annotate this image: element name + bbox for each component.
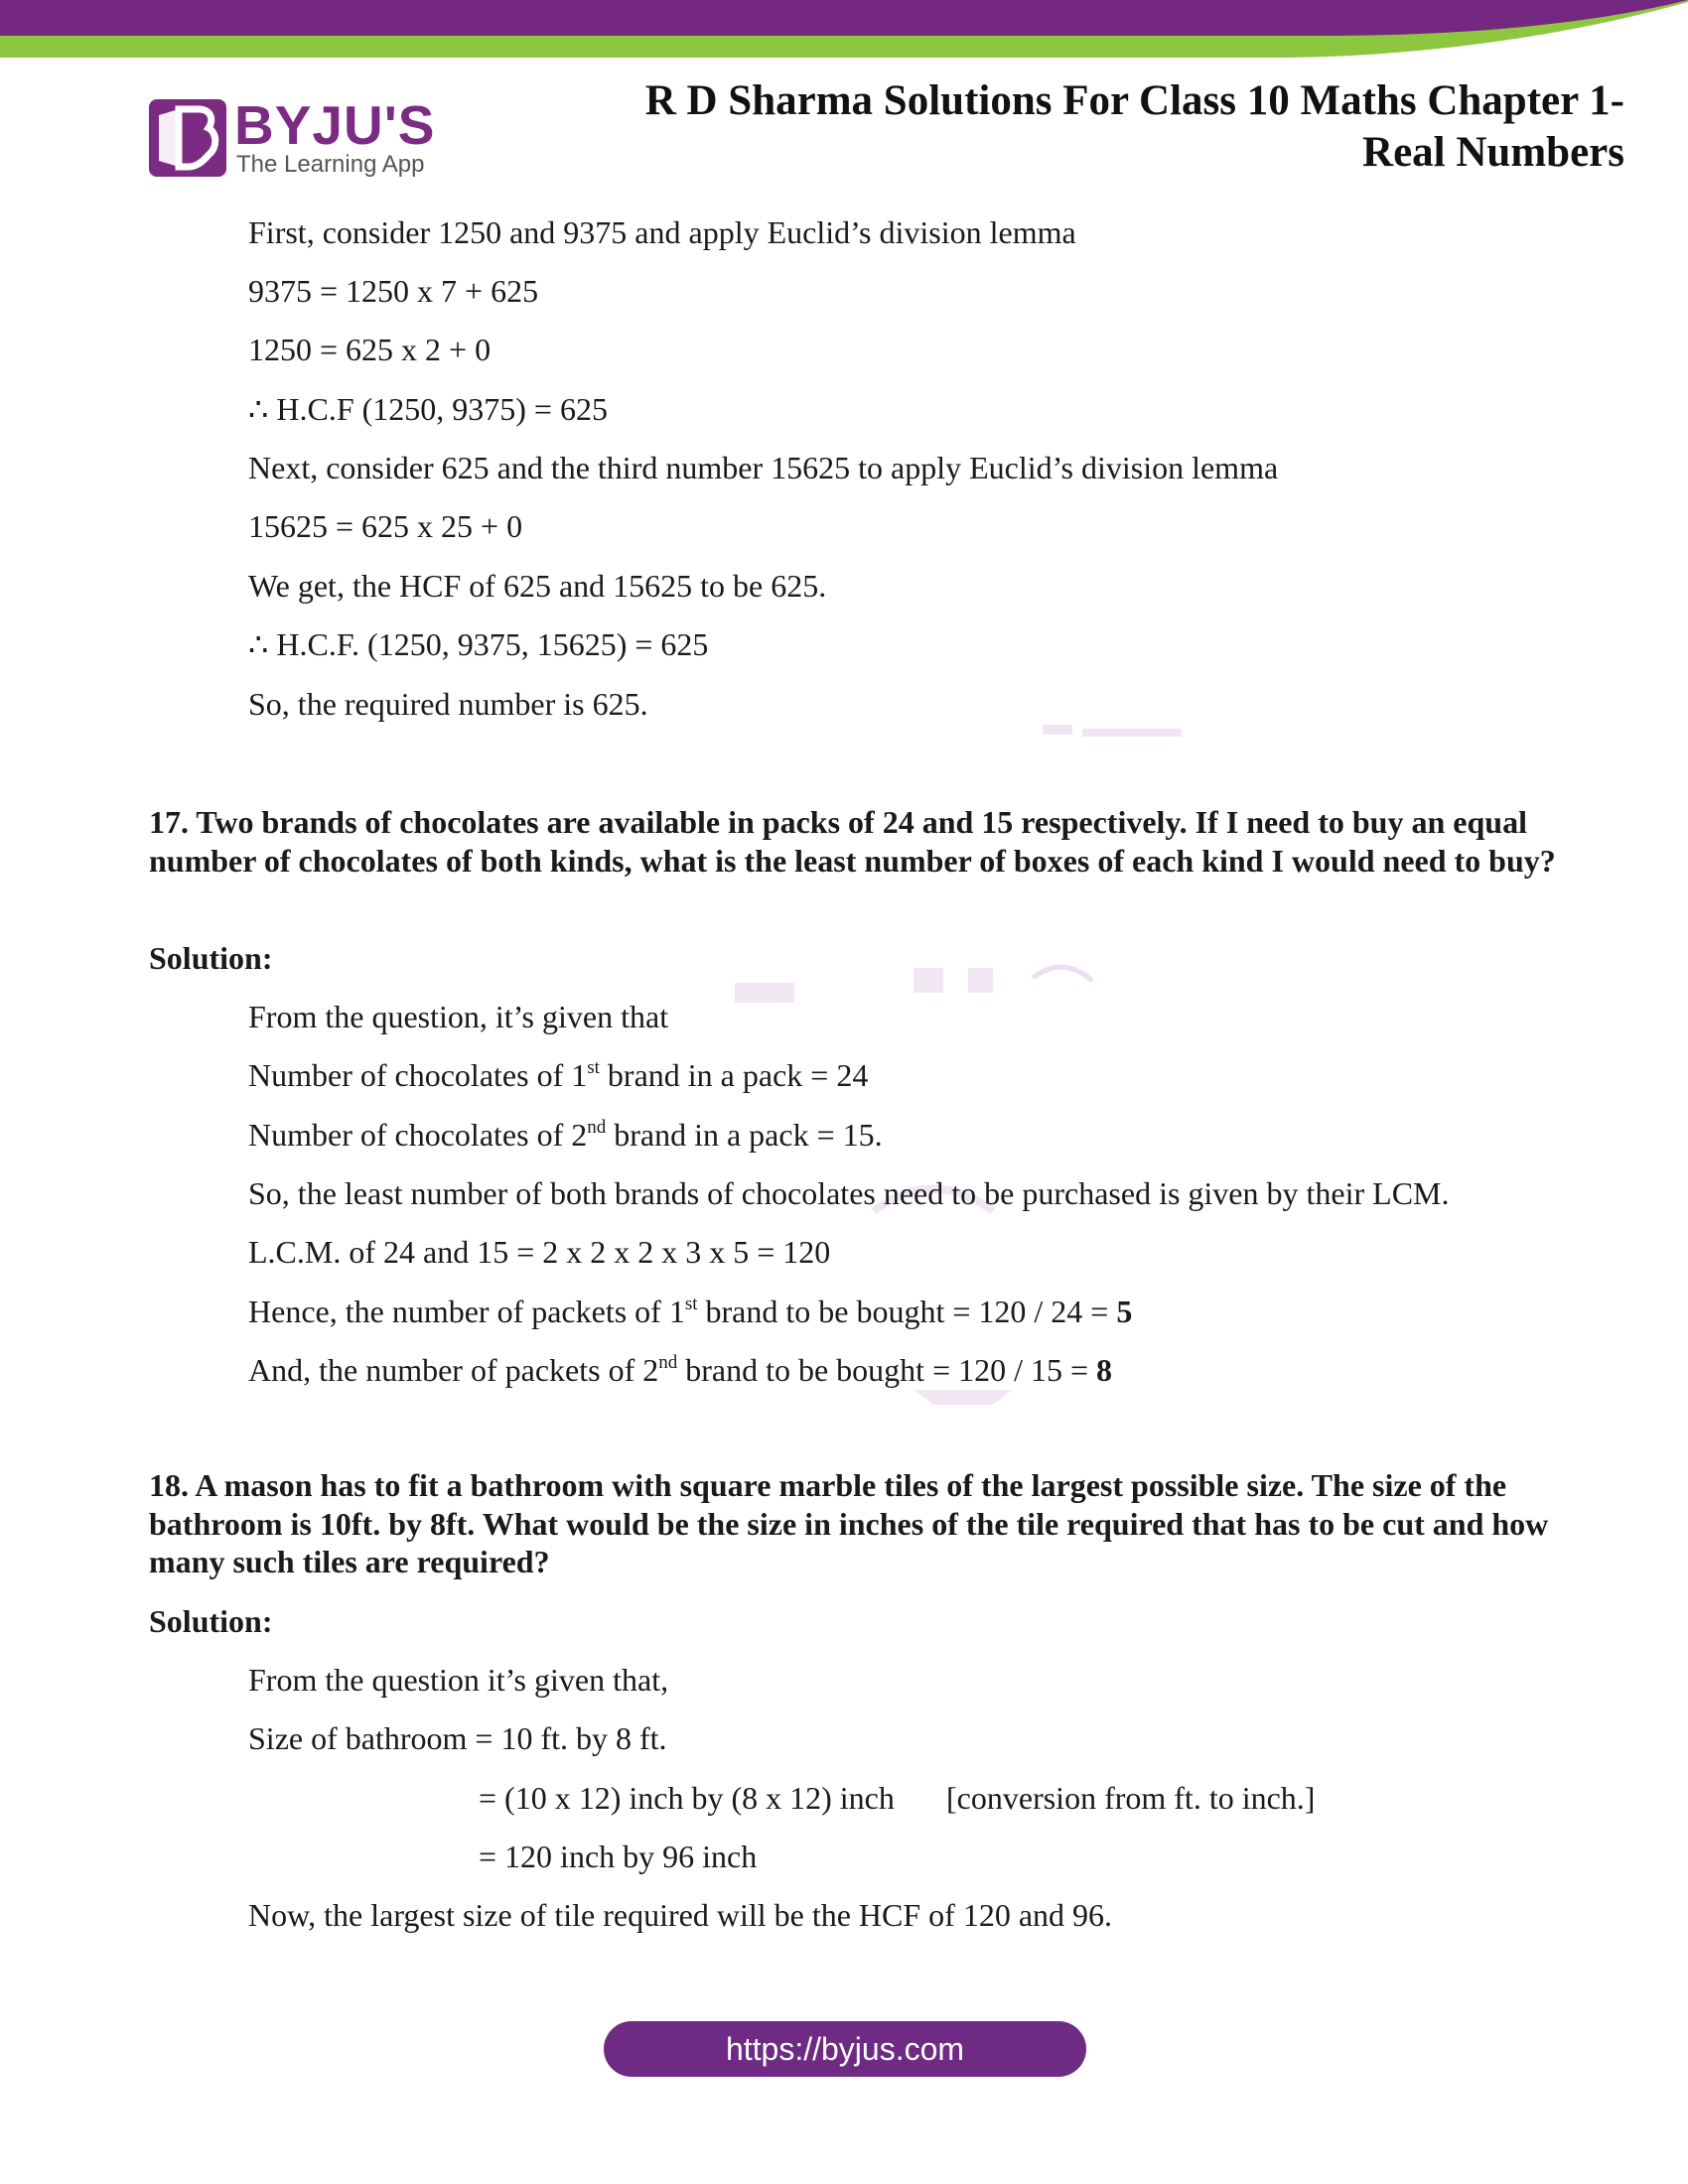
- byjus-logo-mark: [149, 99, 226, 177]
- text-note: [conversion from ft. to inch.]: [946, 1780, 1316, 1816]
- text-line: = (10 x 12) inch by (8 x 12) inch: [479, 1780, 895, 1816]
- document-title-line-2: Real Numbers: [1362, 129, 1624, 176]
- logo-name: BYJU'S: [234, 94, 436, 156]
- text-line: Hence, the number of packets of 1st brand to be bought = 120 / 24 = 5: [248, 1294, 1133, 1329]
- text-line: 9375 = 1250 x 7 + 625: [248, 273, 539, 309]
- footer-url-link[interactable]: https://byjus.com: [604, 2021, 1086, 2077]
- text-line: So, the required number is 625.: [248, 686, 648, 722]
- solution-label: Solution:: [149, 940, 273, 976]
- text-line: ∴ H.C.F (1250, 9375) = 625: [248, 391, 608, 427]
- logo-tagline: The Learning App: [236, 151, 425, 178]
- text-line: L.C.M. of 24 and 15 = 2 x 2 x 2 x 3 x 5 = 120: [248, 1234, 831, 1270]
- question-18: 18. A mason has to fit a bathroom with square marble tiles of the largest possible size. The size of the bathroom is 10ft. by 8ft. What would be the size in inches of the tile required that has to be cut and how many such tiles are required?: [149, 1467, 1549, 1579]
- text-line: From the question, it’s given that: [248, 999, 669, 1034]
- text-line: Next, consider 625 and the third number 15625 to apply Euclid’s division lemma: [248, 450, 1279, 485]
- text-line: From the question it’s given that,: [248, 1662, 669, 1698]
- text-line: Size of bathroom = 10 ft. by 8 ft.: [248, 1720, 667, 1756]
- document-title-line-1: R D Sharma Solutions For Class 10 Maths Chapter 1-: [644, 77, 1624, 124]
- text-line: Number of chocolates of 2nd brand in a pack = 15.: [248, 1117, 883, 1153]
- text-line: So, the least number of both brands of chocolates need to be purchased is given by their LCM.: [248, 1175, 1450, 1211]
- text-line: ∴ H.C.F. (1250, 9375, 15625) = 625: [248, 626, 709, 662]
- text-line: Number of chocolates of 1st brand in a pack = 24: [248, 1057, 869, 1093]
- answer-value: 5: [1116, 1294, 1133, 1329]
- text-line: We get, the HCF of 625 and 15625 to be 625.: [248, 568, 827, 604]
- question-17: 17. Two brands of chocolates are available in packs of 24 and 15 respectively. If I need to buy an equal number of chocolates of both kinds, what is the least number of boxes of each kind I would need to buy?: [149, 804, 1556, 879]
- text-line: First, consider 1250 and 9375 and apply Euclid’s division lemma: [248, 214, 1076, 250]
- b-letter-icon: [149, 99, 226, 177]
- text-line: 1250 = 625 x 2 + 0: [248, 332, 492, 367]
- text-line: 15625 = 625 x 25 + 0: [248, 508, 523, 544]
- answer-value: 8: [1096, 1352, 1113, 1388]
- solution-label: Solution:: [149, 1603, 273, 1639]
- document-title: [532, 75, 1624, 179]
- text-line: = 120 inch by 96 inch: [479, 1839, 758, 1874]
- byjus-logo[interactable]: [149, 95, 447, 177]
- text-line: And, the number of packets of 2nd brand to be bought = 120 / 15 = 8: [248, 1352, 1113, 1388]
- header-band: [0, 0, 1688, 60]
- text-line: Now, the largest size of tile required will be the HCF of 120 and 96.: [248, 1897, 1113, 1933]
